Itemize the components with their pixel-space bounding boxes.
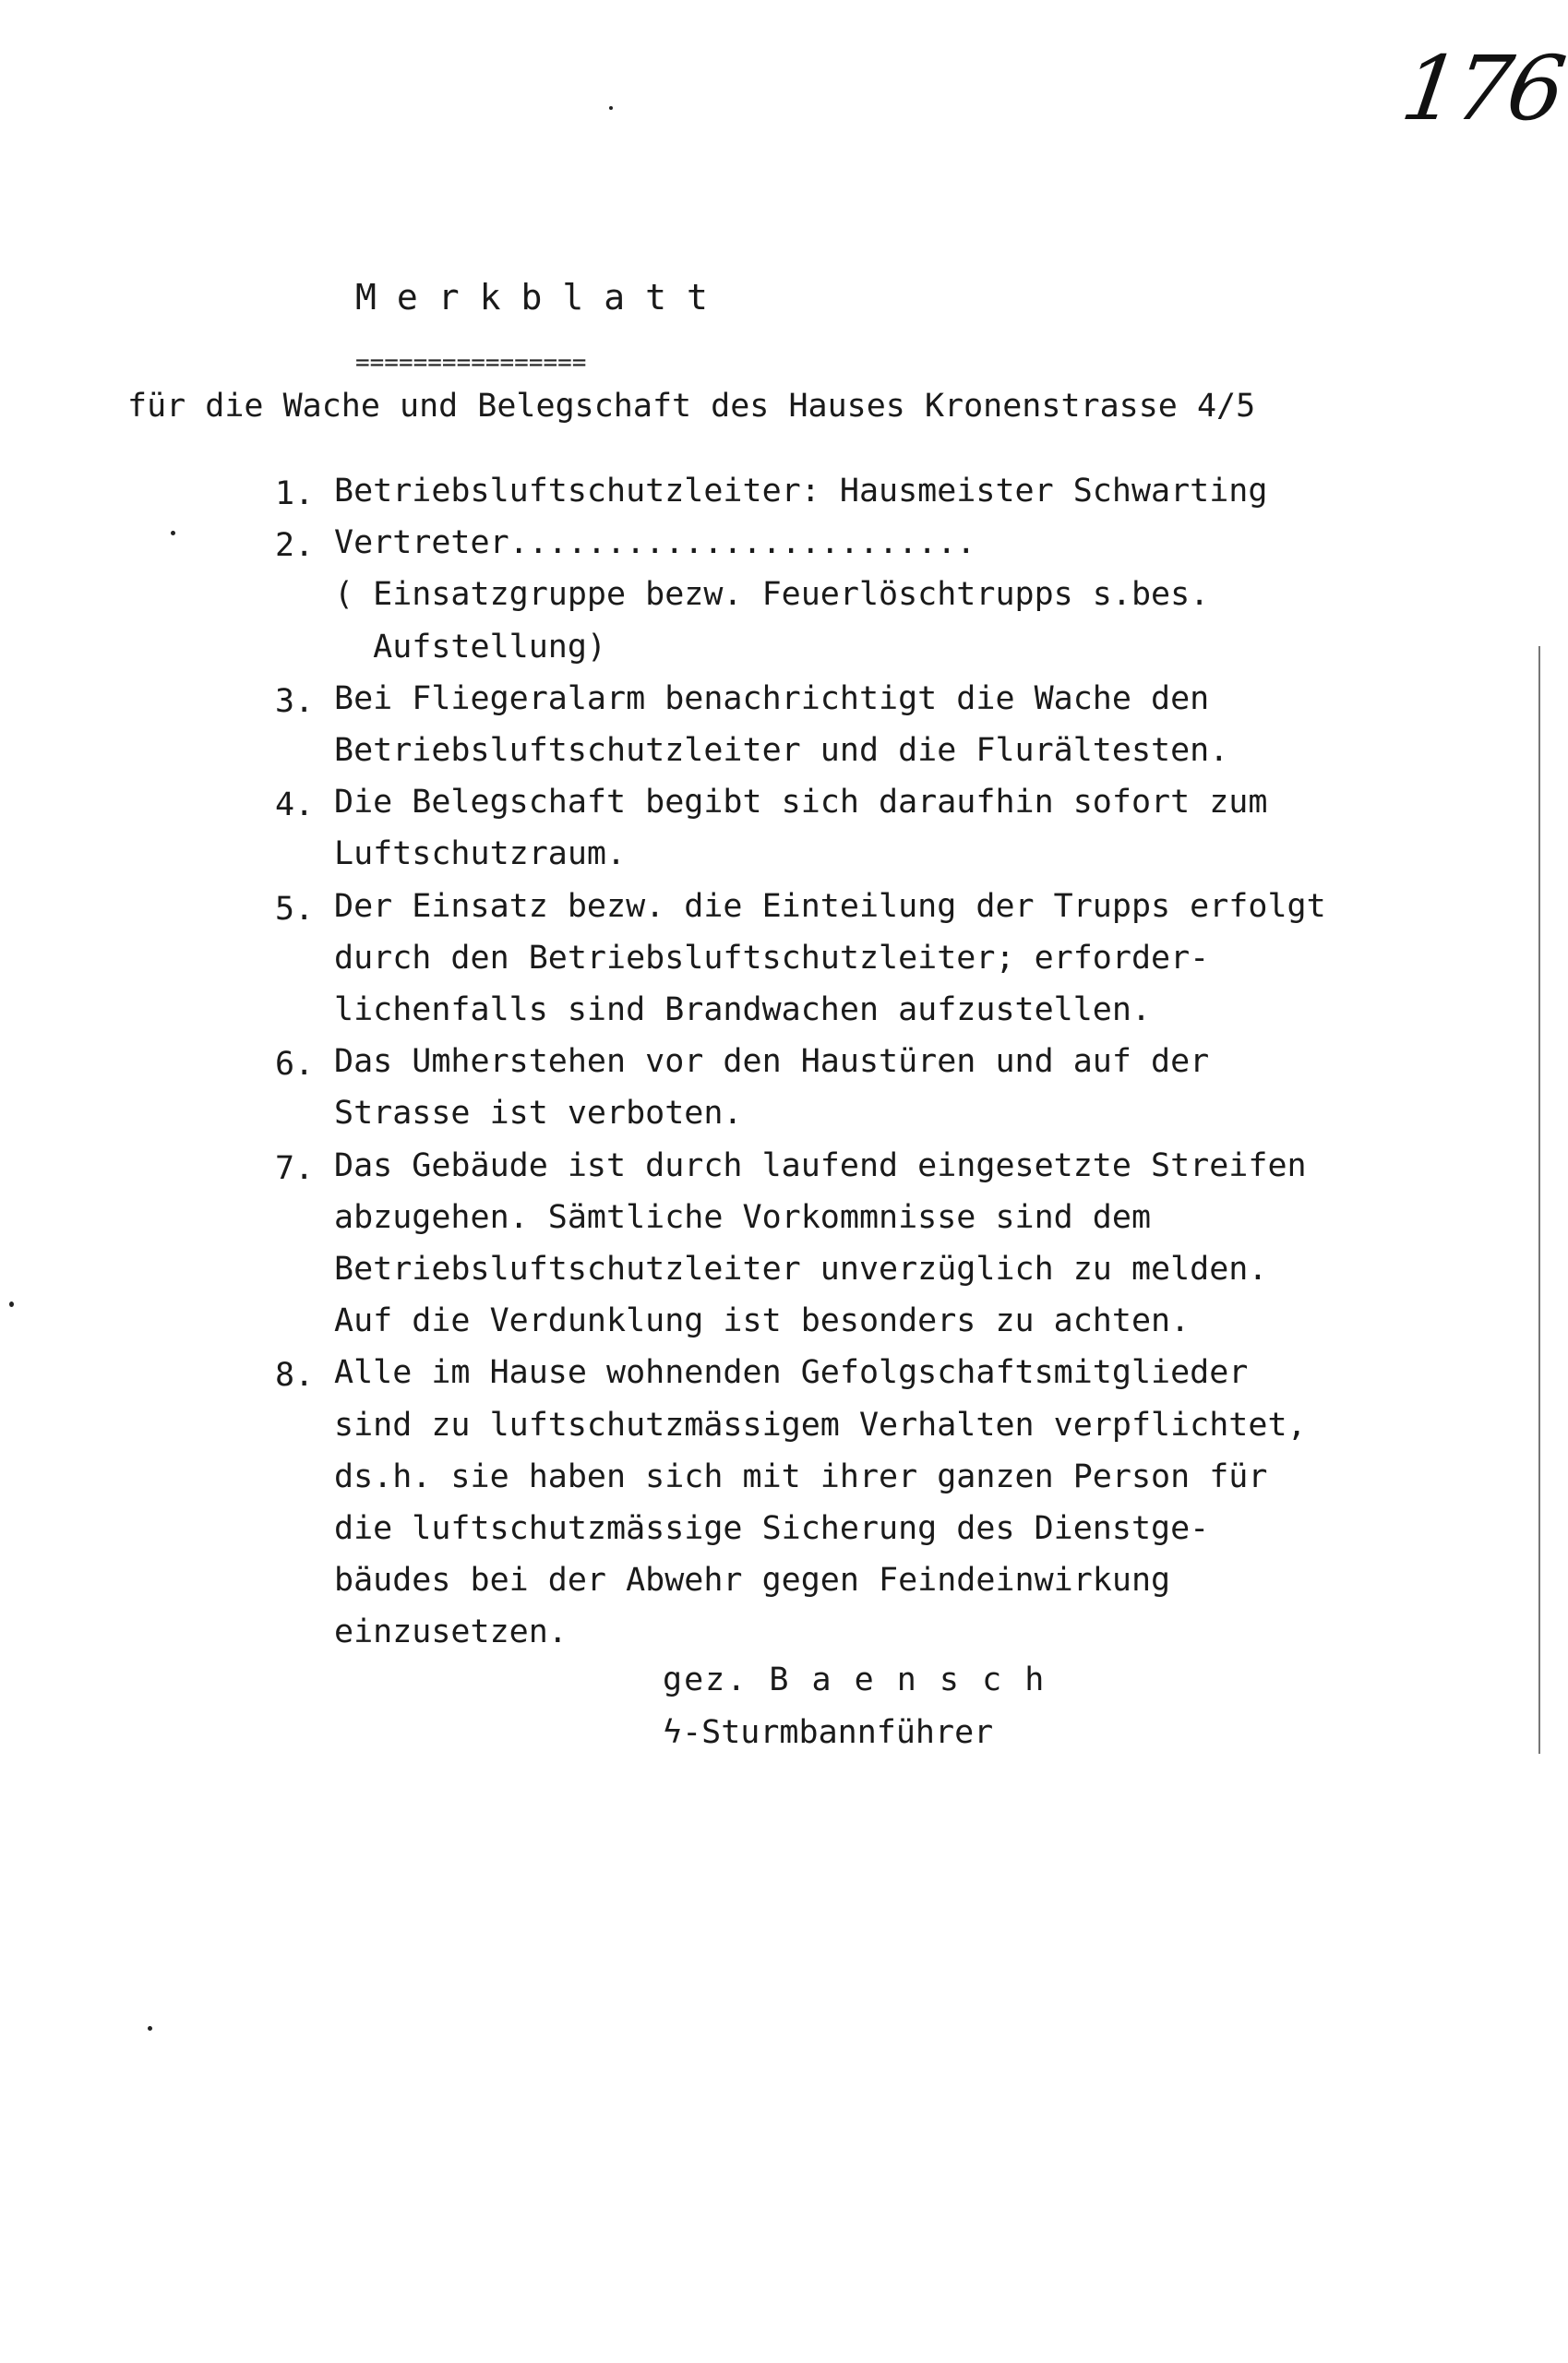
scan-edge-line: [1538, 646, 1540, 1754]
scan-speck: [148, 2026, 152, 2031]
item-number: 5.: [275, 890, 315, 928]
item-text-line: Der Einsatz bezw. die Einteilung der Trupps erfolgt: [334, 887, 1326, 925]
item-text-line: abzugehen. Sämtliche Vorkommnisse sind dem: [334, 1198, 1152, 1236]
title-underline: ================: [355, 349, 587, 377]
item-text-line: ( Einsatzgruppe bezw. Feuerlöschtrupps s.bes.: [334, 576, 1210, 614]
item-text-line: Auf die Verdunklung ist besonders zu achten.: [334, 1302, 1191, 1340]
item-text-line: ds.h. sie haben sich mit ihrer ganzen Person für: [334, 1457, 1268, 1495]
item-text-line: Das Gebäude ist durch laufend eingesetzte Streifen: [334, 1146, 1307, 1184]
item-text-line: Aufstellung): [334, 628, 607, 666]
item-text-line: die luftschutzmässige Sicherung des Dienstge-: [334, 1510, 1210, 1547]
item-text-line: lichenfalls sind Brandwachen aufzustellen.: [334, 991, 1152, 1028]
item-number: 2.: [275, 527, 315, 565]
scan-speck: [171, 531, 175, 535]
item-text-line: bäudes bei der Abwehr gegen Feindeinwirkung: [334, 1562, 1171, 1600]
signature-rank: ϟ-Sturmbannführer: [663, 1714, 994, 1751]
item-text-line: Strasse ist verboten.: [334, 1095, 743, 1133]
item-number: 8.: [275, 1357, 315, 1395]
item-text-line: durch den Betriebsluftschutzleiter; erforder-: [334, 939, 1210, 977]
item-number: 3.: [275, 682, 315, 720]
item-number: 1.: [275, 475, 315, 512]
document-title: Merkblatt: [355, 277, 728, 318]
item-number: 4.: [275, 786, 315, 824]
item-text-line: Betriebsluftschutzleiter: Hausmeister Schwarting: [334, 473, 1268, 510]
document-subtitle: für die Wache und Belegschaft des Hauses Kronenstrasse 4/5: [127, 388, 1256, 425]
item-text-line: Alle im Hause wohnenden Gefolgschaftsmitglieder: [334, 1354, 1249, 1392]
item-text-line: Bei Fliegeralarm benachrichtigt die Wache den: [334, 679, 1210, 717]
item-text-line: Betriebsluftschutzleiter unverzüglich zu melden.: [334, 1251, 1268, 1288]
item-text-line: Das Umherstehen vor den Haustüren und auf der: [334, 1043, 1210, 1081]
scan-speck: [609, 106, 613, 110]
item-text-line: Die Belegschaft begibt sich daraufhin sofort zum: [334, 784, 1268, 822]
item-text-line: Vertreter........................: [334, 524, 976, 562]
item-text-line: Luftschutzraum.: [334, 835, 627, 873]
item-text-line: sind zu luftschutzmässigem Verhalten verpflichtet,: [334, 1406, 1307, 1444]
item-number: 6.: [275, 1046, 315, 1084]
item-number: 7.: [275, 1149, 315, 1187]
item-text-line: Betriebsluftschutzleiter und die Flurältesten.: [334, 732, 1229, 769]
signature-name: gez. B a e n s c h: [663, 1661, 1047, 1698]
item-text-line: einzusetzen.: [334, 1613, 568, 1651]
scan-speck: [9, 1301, 14, 1307]
folio-number: 176: [1395, 37, 1568, 140]
